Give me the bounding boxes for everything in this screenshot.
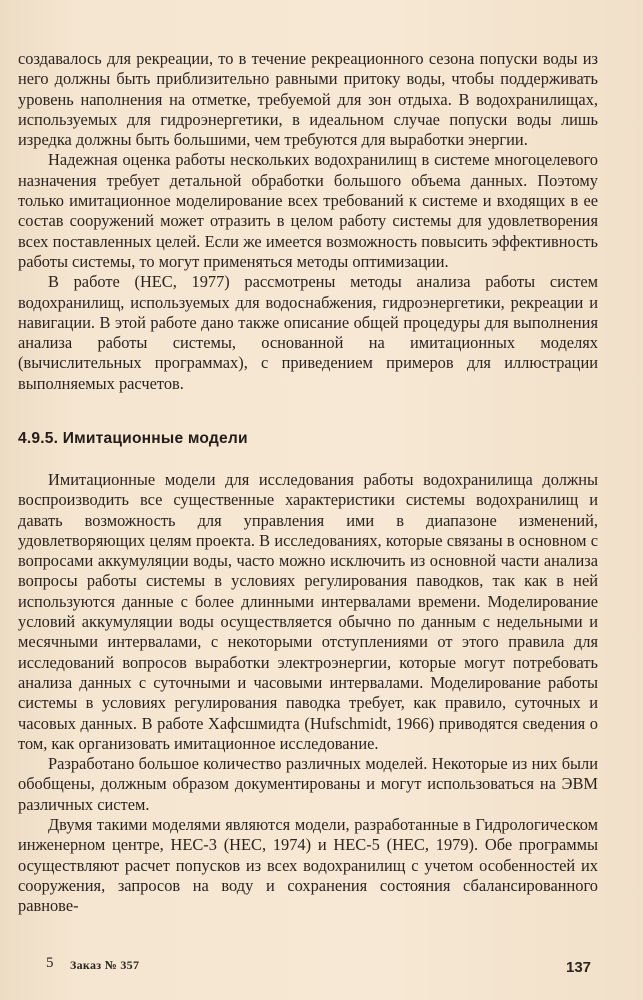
- text-block-top: [18, 49, 598, 394]
- paragraph: В работе (HEC, 1977) рассмотрены методы анализа работы систем водохранилищ, используемых для водоснабжения, гидроэнергетики, рекреации и навигации. В этой работе дано также описание общей процедуры для выполнения анализа работы системы, основанной на имитационных моделях (вычислительных программах), с приведением примеров для иллюстрации выполняемых расчетов.: [18, 272, 598, 393]
- text-block-bottom: [18, 470, 598, 917]
- paragraph: Надежная оценка работы нескольких водохранилищ в системе многоцелевого назначения требует детальной обработки большого объема данных. Поэтому только имитационное моделирование всех требований к системе и входящих в ее состав сооружений может отразить в целом работу системы для удовлетворения всех поставленных целей. Если же имеется возможность повысить эффективность работы системы, то могут применяться методы оптимизации.: [18, 150, 598, 271]
- print-order-label: Заказ № 357: [70, 958, 140, 972]
- page-number: 137: [566, 959, 592, 976]
- paragraph: создавалось для рекреации, то в течение рекреационного сезона попуски воды из него должны быть приблизительно равными притоку воды, чтобы поддерживать уровень наполнения на отметке, требуемой для зон отдыха. В водохранилищах, используемых для гидроэнергетики, в идеальном случае попуски воды лишь изредка должны быть большими, чем требуются для выработки энергии.: [18, 49, 598, 150]
- paragraph: Имитационные модели для исследования работы водохранилища должны воспроизводить все существенные характеристики системы водохранилищ и давать возможность для управления ими в диапазоне изменений, удовлетворяющих целям проекта. В исследованиях, которые связаны в основном с вопросами аккумуляции воды, часто можно исключить из основной части анализа вопросы работы системы в условиях регулирования паводков, так как в ней используются данные с более длинными интервалами времени. Моделирование условий аккумуляции воды осуществляется обычно по данным с недельными и месячными интервалами, с некоторыми отступлениями от этого правила для исследований вопросов выработки электроэнергии, которые могут потребовать анализа данных с суточными и часовыми интервалами. Моделирование работы системы в условиях регулирования паводка требует, как правило, суточных и часовых данных. В работе Хафсшмидта (Hufschmidt, 1966) приводятся сведения о том, как организовать имитационное исследование.: [18, 470, 598, 753]
- page-footer: [0, 955, 643, 979]
- signature-mark: 5: [46, 955, 54, 971]
- paragraph: Двумя такими моделями являются модели, разработанные в Гидрологическом инженерном центре, HEC-3 (HEC, 1974) и HEC-5 (HEC, 1979). Обе программы осуществляют расчет попусков из всех водохранилищ с учетом особенностей их сооружения, запросов на воду и сохранения состояния сбалансированного равнове-: [18, 815, 598, 916]
- section-heading: 4.9.5. Имитационные модели: [18, 430, 248, 447]
- paragraph: Разработано большое количество различных моделей. Некоторые из них были обобщены, должным образом документированы и могут использоваться на ЭВМ различных систем.: [18, 754, 598, 814]
